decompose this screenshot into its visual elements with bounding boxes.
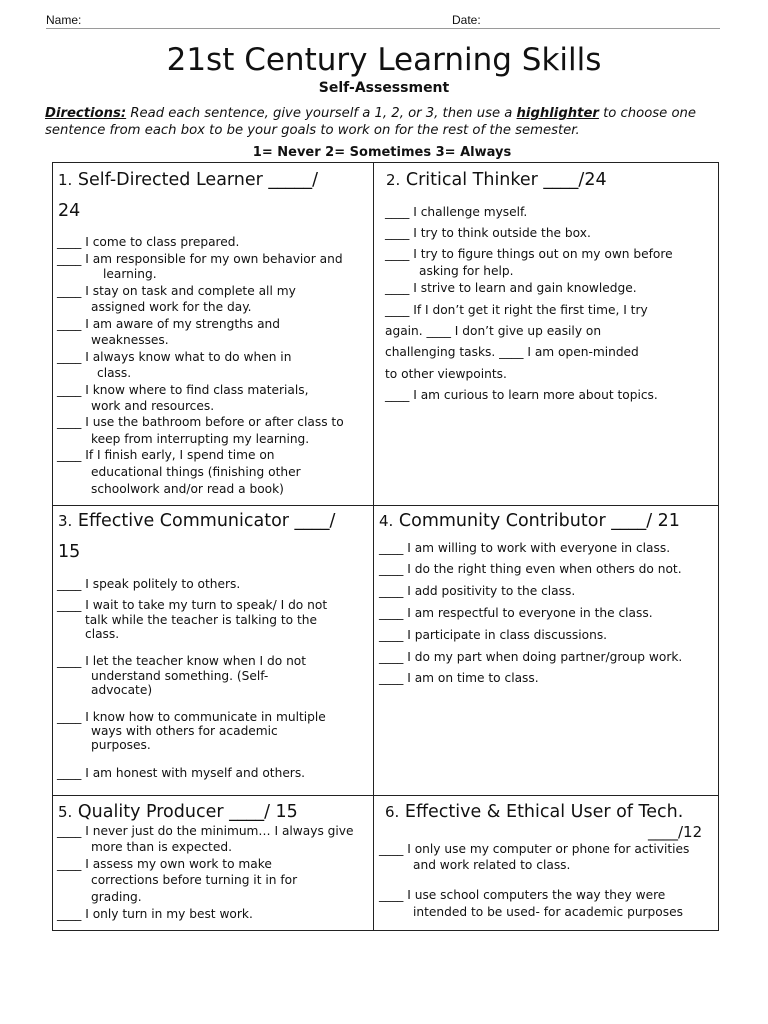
box-4-item: ____ I participate in class discussions. (379, 628, 608, 642)
box-2-item: asking for help. (419, 264, 514, 278)
box-2-item: ____ I try to think outside the box. (385, 226, 591, 240)
box-4-item: ____ I am willing to work with everyone in class. (379, 541, 671, 555)
box-6-item: ____ I only use my computer or phone for activities (379, 842, 690, 856)
box-1-item: work and resources. (91, 399, 215, 413)
box-1-item: ____ I stay on task and complete all my (57, 284, 296, 298)
box-1-item: ____ If I finish early, I spend time on (57, 448, 275, 462)
box-3-item: advocate) (91, 683, 153, 697)
box-1-item: keep from interrupting my learning. (91, 432, 310, 446)
box-1-item: ____ I am responsible for my own behavior and (57, 252, 343, 266)
box-1-number: 1. (58, 171, 73, 189)
box-2-item: again. ____ I don’t give up easily on (385, 324, 602, 338)
box-4-item: ____ I am respectful to everyone in the class. (379, 606, 653, 620)
name-label: Name: (46, 13, 82, 27)
box-2-item: ____ If I don’t get it right the first time, I try (385, 303, 648, 317)
box-4-title-text: Community Contributor ____/ 21 (398, 511, 680, 531)
grid-row-divider-2 (52, 795, 718, 796)
box-3-total: 15 (58, 542, 81, 562)
directions-text-1: Read each sentence, give yourself a 1, 2, or 3, then use a (126, 106, 517, 121)
box-6-title-text: Effective & Ethical User of Tech. (404, 802, 684, 822)
box-2-item: to other viewpoints. (385, 367, 507, 381)
directions-highlight-word: highlighter (516, 106, 599, 121)
page-subtitle: Self-Assessment (318, 80, 450, 96)
box-6-item: and work related to class. (413, 858, 571, 872)
box-4-item: ____ I add positivity to the class. (379, 584, 576, 598)
box-4-title (379, 506, 680, 537)
box-6-number: 6. (385, 803, 400, 821)
box-1-item: ____ I always know what to do when in (57, 350, 292, 364)
box-3-item: ____ I am honest with myself and others. (57, 766, 306, 780)
directions (45, 105, 735, 139)
box-1-item: schoolwork and/or read a book) (91, 482, 284, 496)
directions-label: Directions: (45, 106, 127, 121)
box-1-item: class. (97, 366, 132, 380)
box-1-total: 24 (58, 201, 81, 221)
box-5-item: ____ I only turn in my best work. (57, 907, 253, 921)
page-title: 21st Century Learning Skills (166, 42, 602, 78)
box-5-item: ____ I never just do the minimum… I always give (57, 824, 354, 838)
box-1-item: weaknesses. (91, 333, 169, 347)
box-1-title (58, 165, 318, 227)
directions-text-2: to choose one (598, 106, 696, 121)
box-6-total: ____/12 (648, 823, 703, 841)
directions-line-2: sentence from each box to be your goals to work on for the rest of the semester. (45, 123, 580, 138)
box-2-title-text: Critical Thinker ____/24 (405, 170, 607, 190)
box-4-item: ____ I do my part when doing partner/group work. (379, 650, 683, 664)
box-2-title (386, 165, 607, 196)
box-3-item: ____ I speak politely to others. (57, 577, 241, 591)
box-3-item: understand something. (Self- (91, 669, 269, 683)
box-1-item: ____ I know where to find class materials, (57, 383, 309, 397)
box-3-item: ways with others for academic (91, 724, 278, 738)
box-1-item: ____ I use the bathroom before or after class to (57, 415, 344, 429)
box-5-item: corrections before turning it in for (91, 873, 298, 887)
box-5-item: grading. (91, 890, 142, 904)
box-3-item: class. (85, 627, 120, 641)
box-5-number: 5. (58, 803, 73, 821)
date-label: Date: (452, 13, 481, 27)
box-2-item: challenging tasks. ____ I am open-minded (385, 345, 639, 359)
rating-scale: 1= Never 2= Sometimes 3= Always (252, 145, 512, 160)
box-4-item: ____ I am on time to class. (379, 671, 539, 685)
box-3-item: ____ I wait to take my turn to speak/ I do not (57, 598, 328, 612)
box-2-item: ____ I try to figure things out on my own before (385, 247, 673, 261)
box-1-item: assigned work for the day. (91, 300, 252, 314)
box-3-item: ____ I let the teacher know when I do not (57, 654, 307, 668)
box-5-title-text: Quality Producer ____/ 15 (77, 802, 298, 822)
box-5-item: more than is expected. (91, 840, 232, 854)
box-4-item: ____ I do the right thing even when others do not. (379, 562, 682, 576)
box-6-item: ____ I use school computers the way they were (379, 888, 666, 902)
box-2-item: ____ I challenge myself. (385, 205, 528, 219)
box-1-item: ____ I am aware of my strengths and (57, 317, 281, 331)
box-6-item: intended to be used- for academic purposes (413, 905, 683, 919)
box-3-title (58, 506, 335, 568)
box-1-item: ____ I come to class prepared. (57, 235, 240, 249)
box-3-title-text: Effective Communicator ____/ (77, 511, 336, 531)
box-2-number: 2. (386, 171, 401, 189)
box-2-item: ____ I am curious to learn more about topics. (385, 388, 658, 402)
box-1-item: learning. (103, 267, 157, 281)
box-5-item: ____ I assess my own work to make (57, 857, 272, 871)
header-rule (46, 28, 720, 29)
box-2-item: ____ I strive to learn and gain knowledge. (385, 281, 637, 295)
box-3-item: purposes. (91, 738, 151, 752)
box-1-item: educational things (finishing other (91, 465, 301, 479)
box-3-item: ____ I know how to communicate in multiple (57, 710, 326, 724)
grid-column-divider (373, 162, 374, 930)
box-3-item: talk while the teacher is talking to the (85, 613, 317, 627)
box-1-title-text: Self-Directed Learner _____/ (77, 170, 319, 190)
box-3-number: 3. (58, 512, 73, 530)
box-4-number: 4. (379, 512, 394, 530)
